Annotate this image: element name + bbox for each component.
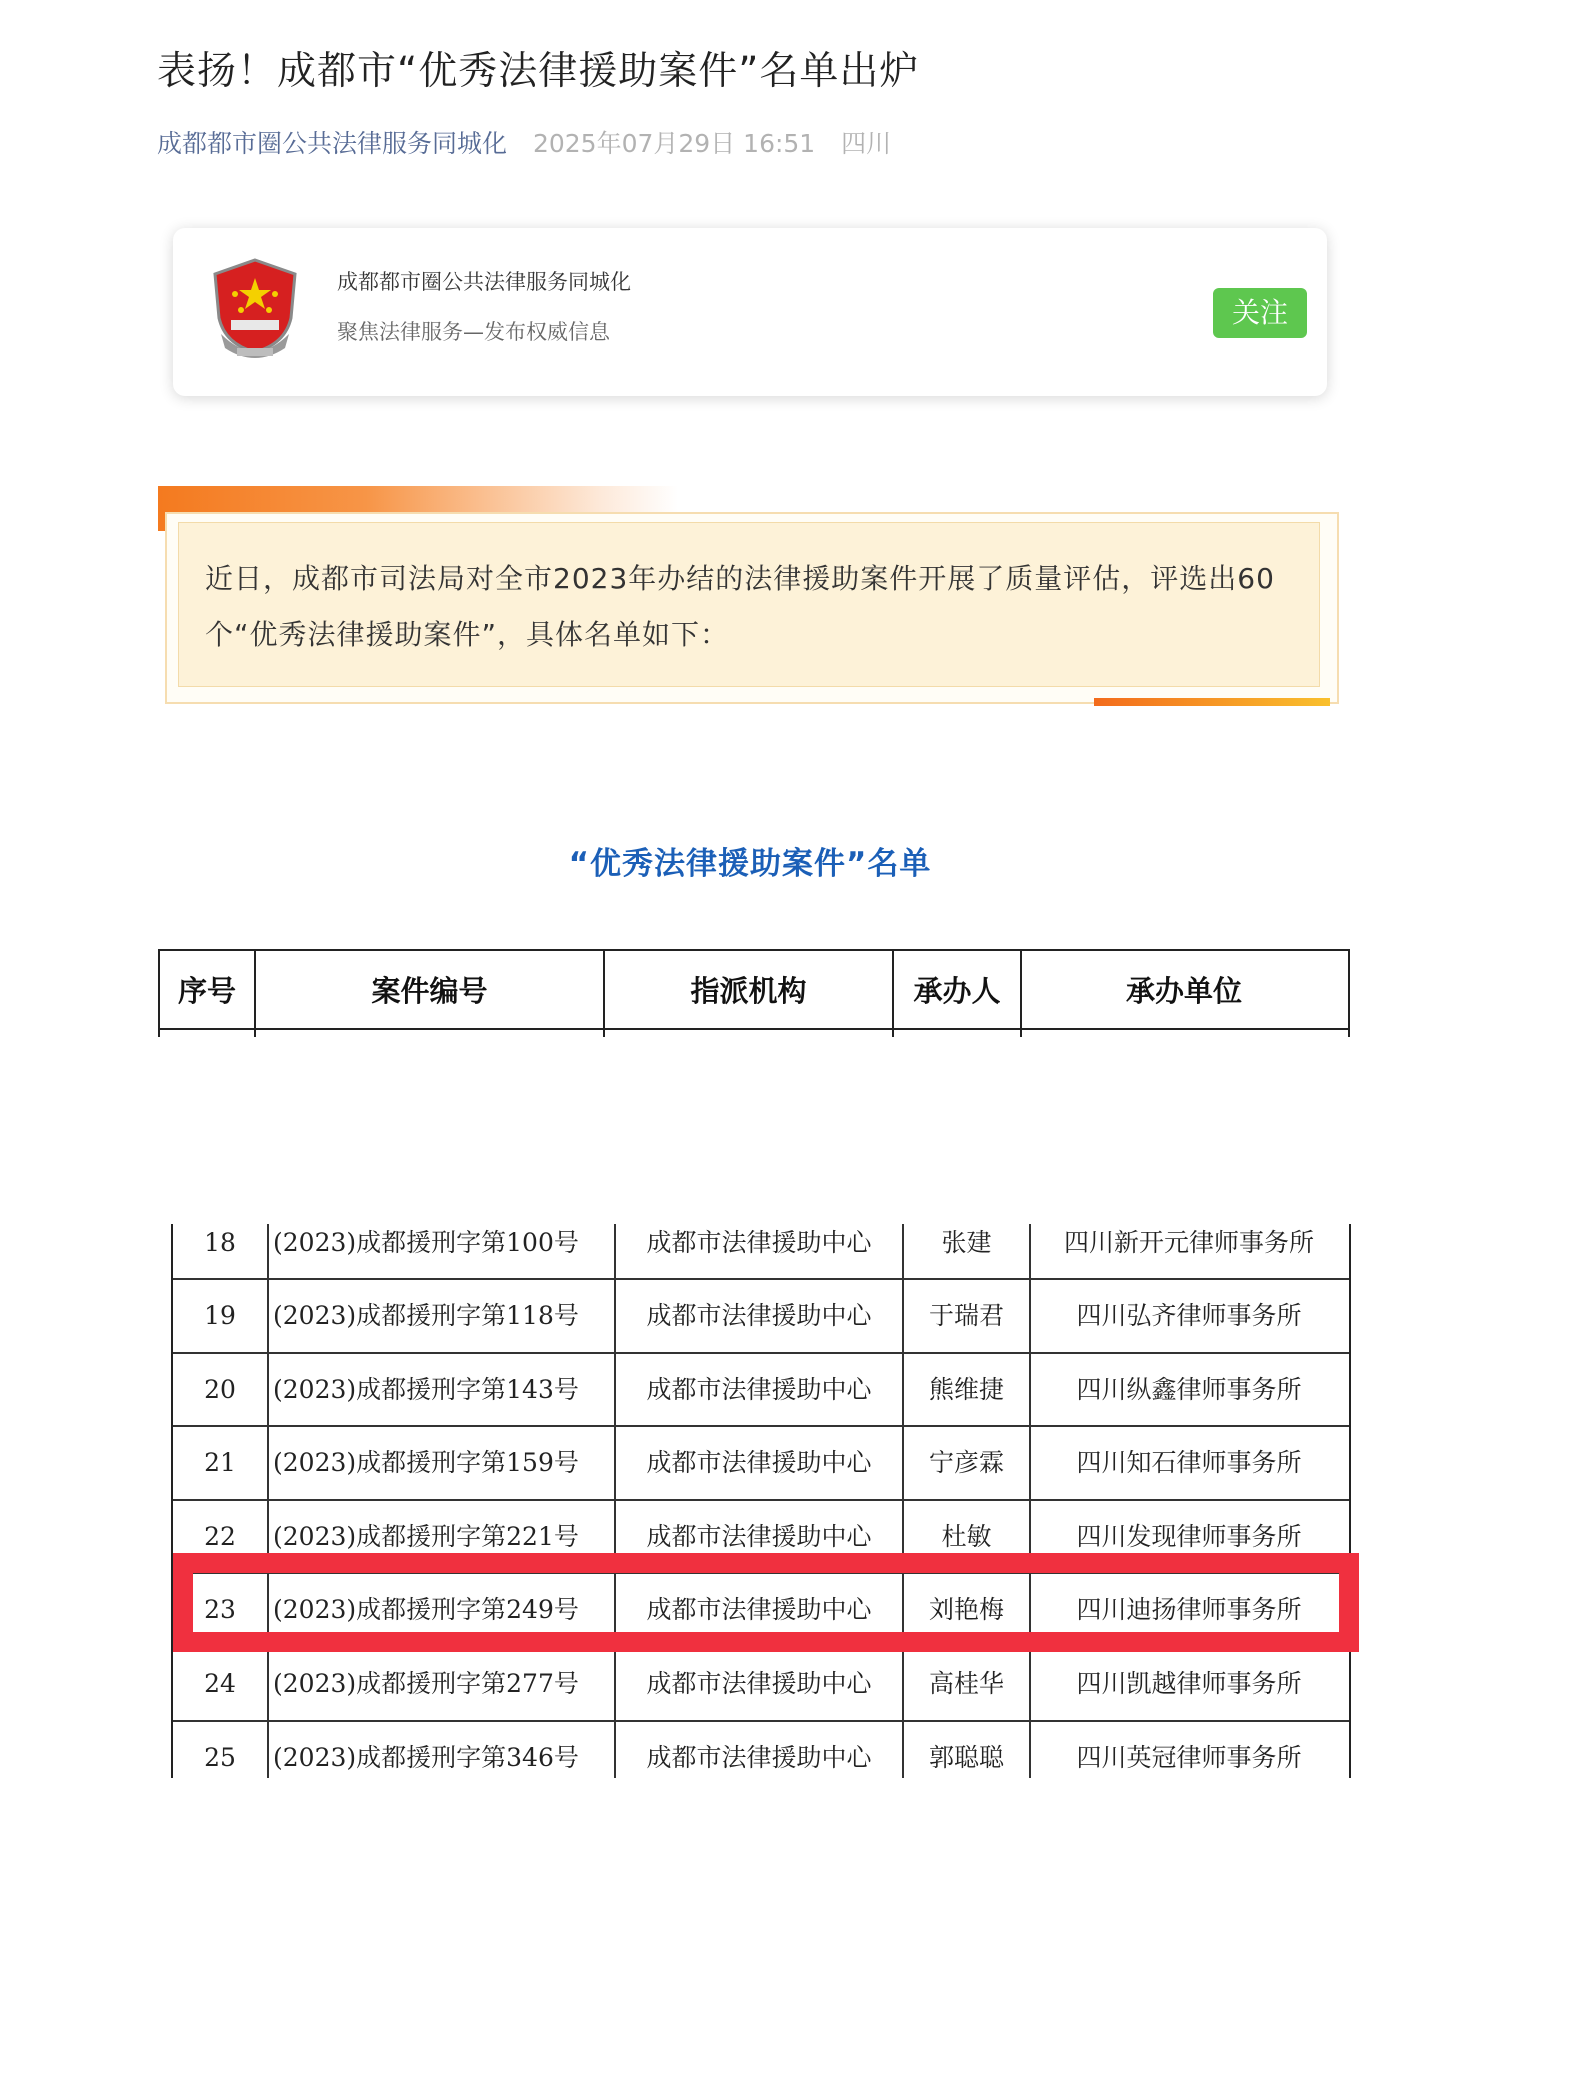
- table-row: [173, 1648, 1349, 1720]
- row-case-number: (2023)成都援刑字第100号: [273, 1228, 579, 1257]
- row-case-number: (2023)成都援刑字第249号: [273, 1595, 579, 1624]
- row-handler: 宁彦霖: [928, 1448, 1004, 1477]
- table-row: [173, 1224, 1349, 1279]
- row-handler: 刘艳梅: [928, 1595, 1004, 1624]
- highlight-box: [173, 1553, 1359, 1652]
- header-case-number: 案件编号: [371, 974, 488, 1008]
- row-unit: 四川英冠律师事务所: [1076, 1743, 1302, 1772]
- notice-bottom-accent: [1094, 698, 1330, 706]
- row-unit: 四川新开元律师事务所: [1063, 1228, 1314, 1257]
- notice-text: 近日，成都市司法局对全市2023年办结的法律援助案件开展了质量评估，评选出60个“优秀法律援助案件”，具体名单如下：: [178, 522, 1320, 687]
- row-agency: 成都市法律援助中心: [646, 1595, 872, 1624]
- row-agency: 成都市法律援助中心: [646, 1522, 872, 1551]
- account-name[interactable]: 成都都市圈公共法律服务同城化: [337, 270, 631, 294]
- row-handler: 高桂华: [928, 1669, 1004, 1698]
- row-seq: 25: [204, 1743, 236, 1772]
- row-case-number: (2023)成都援刑字第277号: [273, 1669, 579, 1698]
- row-handler: 熊维捷: [928, 1375, 1004, 1404]
- row-agency: 成都市法律援助中心: [646, 1448, 872, 1477]
- publish-time: 2025年07月29日 16:51: [532, 129, 816, 158]
- article-meta: [157, 124, 891, 160]
- list-heading: “优秀法律援助案件”名单: [568, 846, 932, 882]
- table-row: [173, 1280, 1349, 1352]
- row-agency: 成都市法律援助中心: [646, 1669, 872, 1698]
- table-header: [158, 949, 1350, 1037]
- header-row-line: [160, 1028, 1348, 1030]
- article-source-link[interactable]: 成都都市圈公共法律服务同城化: [157, 129, 508, 158]
- row-handler: 郭聪聪: [928, 1743, 1004, 1772]
- row-case-number: (2023)成都援刑字第143号: [273, 1375, 579, 1404]
- row-seq: 21: [204, 1448, 236, 1477]
- row-seq: 23: [204, 1595, 236, 1624]
- account-card[interactable]: [173, 228, 1327, 396]
- row-seq: 20: [204, 1375, 236, 1404]
- row-case-number: (2023)成都援刑字第159号: [273, 1448, 579, 1477]
- row-seq: 18: [204, 1228, 236, 1257]
- header-handling-unit: 承办单位: [1125, 974, 1242, 1008]
- publish-location: 四川: [841, 129, 892, 158]
- header-handler: 承办人: [913, 974, 1001, 1008]
- table-row: [173, 1427, 1349, 1499]
- row-seq: 22: [204, 1522, 236, 1551]
- row-unit: 四川知石律师事务所: [1076, 1448, 1302, 1477]
- row-unit: 四川凯越律师事务所: [1076, 1669, 1302, 1698]
- row-unit: 四川弘齐律师事务所: [1076, 1301, 1302, 1330]
- police-emblem-icon: [207, 256, 303, 366]
- row-agency: 成都市法律援助中心: [646, 1301, 872, 1330]
- row-agency: 成都市法律援助中心: [646, 1228, 872, 1257]
- row-unit: 四川发现律师事务所: [1076, 1522, 1302, 1551]
- row-unit: 四川纵鑫律师事务所: [1076, 1375, 1302, 1404]
- article-title: 表扬！成都市“优秀法律援助案件”名单出炉: [157, 49, 920, 94]
- table-row: [173, 1722, 1349, 1778]
- row-agency: 成都市法律援助中心: [646, 1375, 872, 1404]
- row-unit: 四川迪扬律师事务所: [1076, 1595, 1302, 1624]
- row-handler: 张建: [941, 1228, 992, 1257]
- follow-button[interactable]: 关注: [1213, 288, 1307, 338]
- row-seq: 24: [204, 1669, 236, 1698]
- account-description: 聚焦法律服务—发布权威信息: [337, 320, 610, 344]
- row-seq: 19: [204, 1301, 236, 1330]
- row-handler: 于瑞君: [928, 1301, 1004, 1330]
- row-case-number: (2023)成都援刑字第346号: [273, 1743, 579, 1772]
- header-assigning-agency: 指派机构: [690, 974, 807, 1008]
- header-seq: 序号: [177, 974, 236, 1008]
- row-case-number: (2023)成都援刑字第221号: [273, 1522, 579, 1551]
- table-row: [173, 1354, 1349, 1426]
- row-case-number: (2023)成都援刑字第118号: [273, 1301, 579, 1330]
- case-table: [171, 1224, 1351, 1778]
- row-agency: 成都市法律援助中心: [646, 1743, 872, 1772]
- row-handler: 杜敏: [941, 1522, 992, 1551]
